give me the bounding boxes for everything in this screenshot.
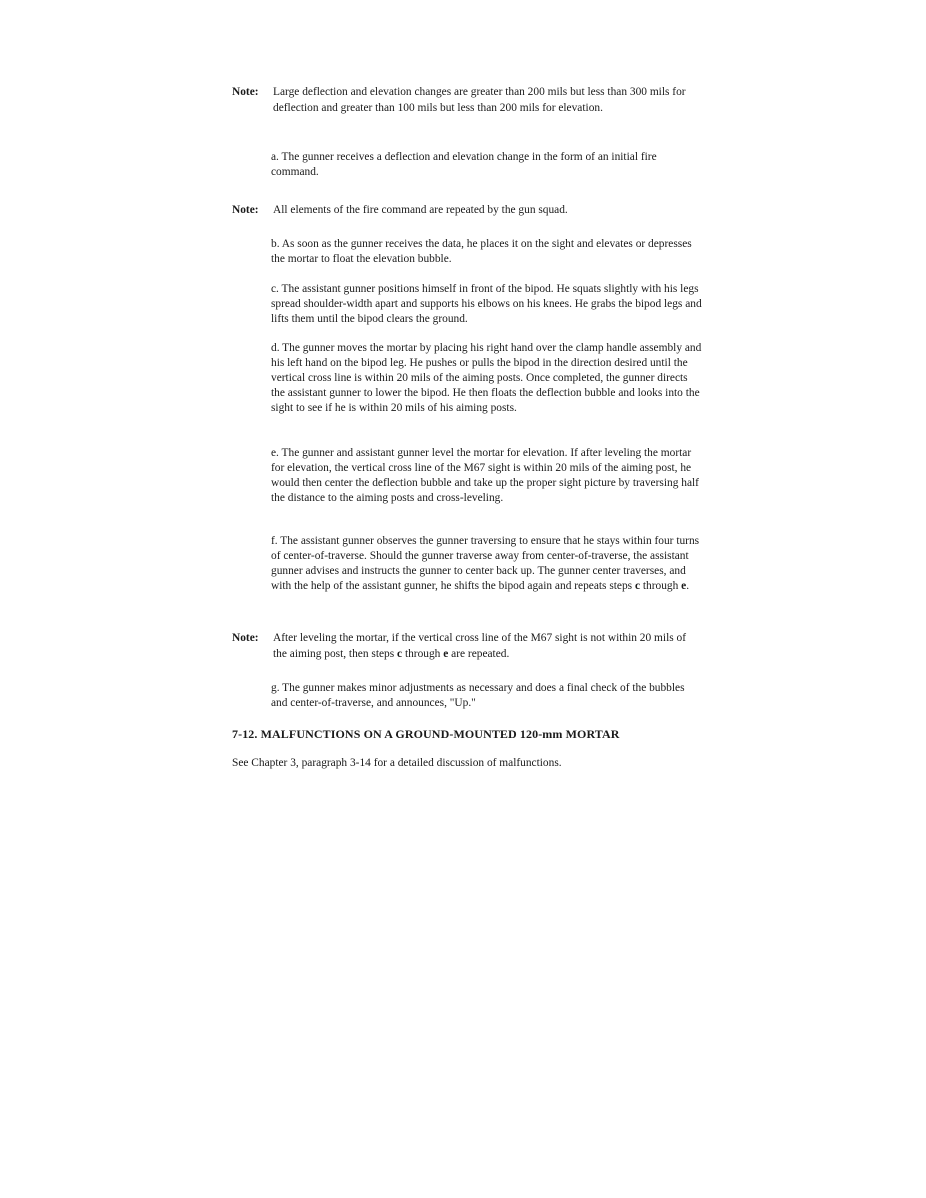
section-heading: 7-12. MALFUNCTIONS ON A GROUND-MOUNTED 120-mm MORTAR [232, 727, 620, 741]
note-fire-command [232, 202, 702, 218]
step-e-ref: e [443, 648, 449, 660]
paragraph-f-text-mid: through [640, 580, 682, 592]
note-text: Large deflection and elevation changes are greater than 200 mils but less than 300 mils for deflection and greater than 100 mils but less than 200 mils for elevation. [273, 86, 686, 114]
note-text: All elements of the fire command are repeated by the gun squad. [273, 204, 568, 216]
paragraph-c: c. The assistant gunner positions himself in front of the bipod. He squats slightly with his legs spread shoulder-width apart and supports his elbows on his knees. He grabs the bipod legs and lifts them until the bipod clears the ground. [271, 283, 702, 325]
note-label: Note: [232, 86, 259, 98]
step-c-ref: c [634, 580, 641, 592]
paragraph-d: d. The gunner moves the mortar by placing his right hand over the clamp handle assembly and his left hand on the bipod leg. He pushes or pulls the bipod in the direction desired until the vertical cross line is within 20 mils of the aiming posts. Once completed, the gunner directs the assistant gunner to lower the bipod. He then floats the deflection bubble and looks into the sight to see if he is within 20 mils of his aiming posts. [271, 342, 702, 414]
step-e-ref: e [681, 580, 687, 592]
note-text-mid: through [402, 648, 444, 660]
note-text [273, 630, 702, 662]
note-text-end: are repeated. [448, 648, 510, 660]
paragraph-f-text-end: . [686, 580, 690, 592]
note-label-text: Note [232, 204, 255, 216]
note-after-leveling [232, 630, 702, 662]
step-c-ref: c [397, 648, 403, 660]
paragraph-e: e. The gunner and assistant gunner level the mortar for elevation. If after leveling the mortar for elevation, the vertical cross line of the M67 sight is within 20 mils of the aiming post, he would then center the deflection bubble and take up the proper sight picture by traversing half the distance to the aiming posts and cross-leveling. [271, 447, 699, 504]
note-label: Note: [232, 632, 259, 644]
section-text: See Chapter 3, paragraph 3-14 for a detailed discussion of malfunctions. [232, 757, 562, 769]
note-label-text: Note [232, 632, 255, 644]
paragraph-f-text: f. The assistant gunner observes the gunner traversing to ensure that he stays within four turns of center-of-traverse. Should the gunner traverse away from center-of-traverse, the assistant gunner advises and instructs the gunner to center back up. The gunner center traverses, and with the help of the assistant gunner, he shifts the bipod again and repeats steps [271, 535, 700, 592]
note-label: Note: [232, 204, 259, 216]
paragraph-b: b. As soon as the gunner receives the data, he places it on the sight and elevates or depresses the mortar to float the elevation bubble. [271, 238, 692, 265]
note-label-text: Note [232, 86, 255, 98]
paragraph-g: g. The gunner makes minor adjustments as necessary and does a final check of the bubbles and center-of-traverse, and announces, "Up." [271, 682, 685, 709]
paragraph-f [271, 534, 703, 594]
paragraph-a: a. The gunner receives a deflection and elevation change in the form of an initial fire command. [271, 151, 657, 178]
note-text-start: After leveling the mortar, if the vertical cross line of the M67 sight is not within 20 mils of the aiming post, then steps [273, 632, 687, 660]
note-large-deflection [232, 84, 702, 116]
